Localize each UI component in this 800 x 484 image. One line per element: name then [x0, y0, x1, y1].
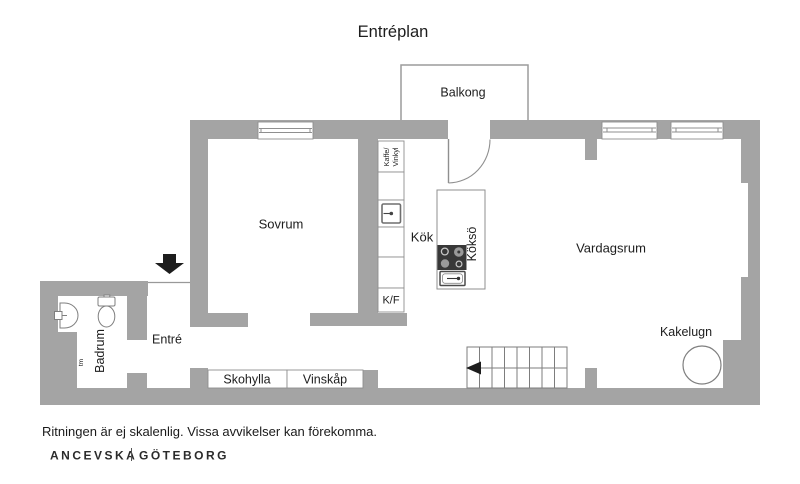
page-title: Entréplan — [357, 23, 429, 41]
toilet-icon — [98, 295, 115, 327]
label-kf: K/F — [382, 294, 400, 307]
sink-icon — [440, 272, 465, 286]
footer — [42, 424, 377, 463]
room-label-vardagsrum: Vardagsrum — [576, 240, 646, 256]
openings — [148, 119, 723, 283]
wall-sovrum-south-right — [310, 313, 407, 326]
wall-annex-left-thick — [40, 332, 77, 388]
wall-sovrum-south-left — [190, 313, 248, 327]
room-label-kokso: Köksö — [465, 226, 479, 262]
room-label-balkong: Balkong — [440, 85, 486, 100]
wall-sovrum-west — [190, 120, 208, 327]
room-label-badrum: Badrum — [93, 329, 107, 373]
room-label-entre: Entré — [152, 332, 182, 347]
stove-icon — [438, 245, 467, 270]
sink-icon — [55, 303, 79, 328]
cabinet-box — [378, 257, 404, 288]
wall-kitchen-west — [358, 139, 378, 313]
window-icon — [258, 122, 313, 139]
wall-stub-stairs — [585, 368, 597, 388]
wall-pier-skohylla — [190, 368, 208, 388]
label-vinskap: Vinskåp — [302, 372, 348, 387]
bathroom-fixtures — [55, 295, 116, 328]
wall-badrum-stub-upper — [127, 296, 147, 340]
label-washer: tm — [78, 358, 85, 367]
brand-city: GÖTEBORG — [139, 448, 230, 463]
kakelugn-circle — [683, 346, 721, 384]
sink-icon — [382, 204, 401, 223]
window-icon — [602, 122, 657, 139]
balcony-door-arc — [449, 140, 491, 184]
disclaimer-text: Ritningen är ej skalenlig. Vissa avvikelser kan förekomma. — [42, 424, 378, 439]
label-skohylla: Skohylla — [223, 372, 271, 387]
label-kaffe-vinkyl-line2: Vinkyl — [391, 147, 400, 167]
brand-name: ANCEVSKA — [50, 448, 138, 463]
wall-right — [723, 120, 760, 405]
wall-stub-kitchen — [585, 139, 597, 160]
cabinet-box — [378, 227, 404, 257]
wall-pier-vinskap — [363, 370, 378, 388]
label-kaffe-vinkyl-line1: Kaffe/ — [382, 147, 391, 167]
wall-badrum-stub-lower — [127, 373, 147, 388]
wall-bottom — [40, 388, 760, 405]
room-label-sovrum: Sovrum — [258, 216, 304, 232]
staircase-icon — [466, 347, 567, 388]
room-label-kok: Kök — [410, 229, 434, 245]
window-icon — [671, 122, 723, 139]
entrance-arrow-icon — [155, 254, 184, 274]
label-kakelugn: Kakelugn — [659, 325, 713, 339]
cabinet-box — [378, 172, 404, 200]
balcony-door-opening — [448, 119, 490, 140]
